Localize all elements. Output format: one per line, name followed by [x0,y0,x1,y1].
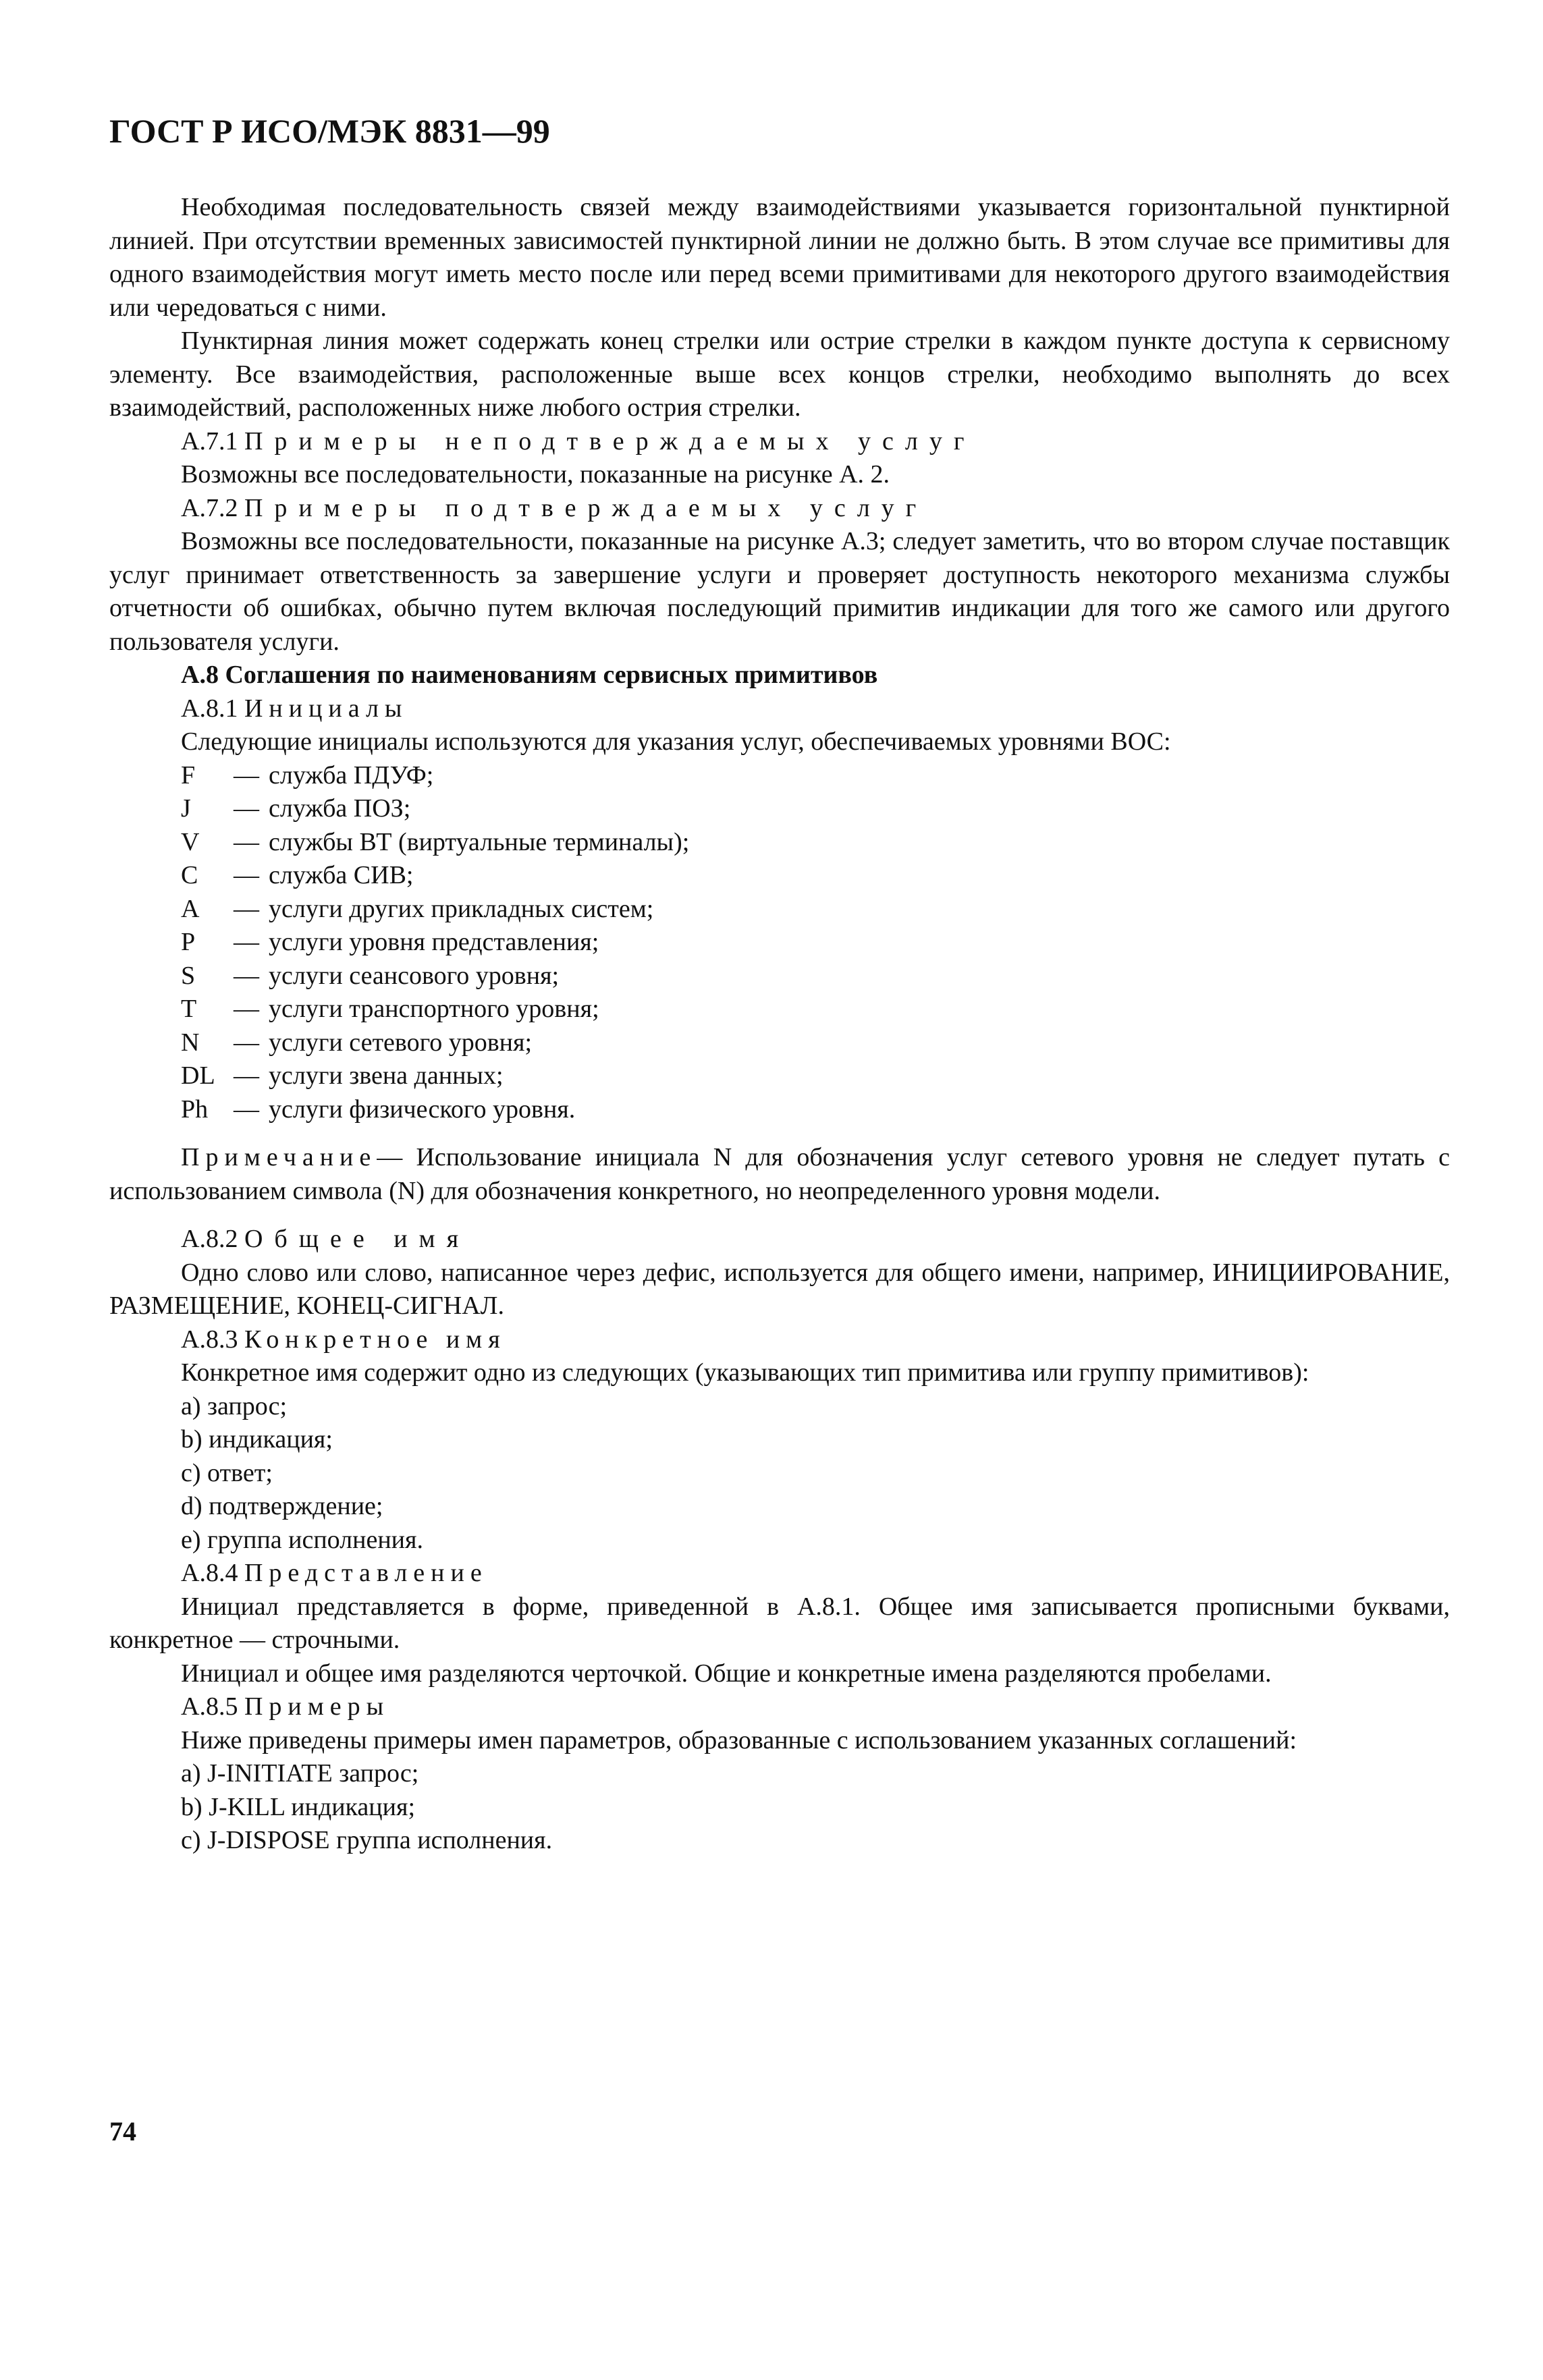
initial-key: V [181,827,200,856]
section-title: Конкретное имя [244,1325,506,1354]
section-number: А.8.4 [181,1559,238,1587]
section-a81-text: Следующие инициалы используются для указания услуг, обеспечиваемых уровнями ВОС: [181,727,1171,756]
initials-item [181,893,1450,926]
section-number: А.7.2 [181,493,238,522]
section-a8-heading [181,659,1450,692]
dash: — [234,894,259,923]
document-header: ГОСТ Р ИСО/МЭК 8831—99 [109,112,550,150]
initial-key: F [181,760,196,790]
list-item: d) подтверждение; [181,1492,383,1520]
initial-desc: службы ВТ (виртуальные терминалы); [269,827,690,856]
initial-key: N [181,1028,200,1057]
initial-key: А [181,894,200,923]
list-item: с) J-DISPOSE группа исполнения. [181,1826,553,1854]
initial-desc: услуги сетевого уровня; [269,1028,533,1057]
section-title: Инициалы [244,694,408,723]
section-a71-text: Возможны все последовательности, показанные на рисунке А. 2. [181,460,890,489]
list-item: е) группа исполнения. [181,1525,423,1554]
page-content [109,191,1450,1858]
initials-item [181,859,1450,893]
section-number: А.8.3 [181,1325,238,1354]
section-a84-text-1: Инициал представляется в форме, приведенной в А.8.1. Общее имя записывается прописными буквами, конкретное — строчными. [109,1592,1450,1654]
note-paragraph [109,1141,1450,1208]
initial-key: S [181,961,196,990]
initial-desc: услуги физического уровня. [269,1095,576,1124]
section-a81-heading [181,692,1450,726]
dash: — [234,794,259,823]
section-a82-text: Одно слово или слово, написанное через дефис, используется для общего имени, например, ИНИЦИИРОВАНИЕ, РАЗМЕЩЕНИЕ, КОНЕЦ-СИГНАЛ. [109,1258,1450,1320]
dash: — [234,961,259,990]
initial-key: J [181,794,191,823]
note-label: Примечание [181,1143,377,1171]
initials-item [181,792,1450,826]
dash: — [234,760,259,790]
section-a85-text: Ниже приведены примеры имен параметров, образованные с использованием указанных соглашений: [181,1725,1297,1754]
initials-item [181,1026,1450,1060]
section-a84-text-2: Инициал и общее имя разделяются черточкой. Общие и конкретные имена разделяются пробелами. [181,1659,1272,1688]
section-number: А.7.1 [181,426,238,455]
initials-item [181,926,1450,960]
initial-desc: услуги сеансового уровня; [269,961,560,990]
initial-key: Ph [181,1095,209,1124]
dash: — [234,827,259,856]
paragraph-dotted-line-sequence: Необходимая последовательность связей между взаимодействиями указывается горизонтальной пунктирной линией. При отсутствии временных зависимостей пунктирной линии не должно быть. В этом случае все примитивы для одного взаимодействия могут иметь место после или перед всеми примитивами для некоторого другого взаимодействия или чередоваться с ними. [109,193,1450,322]
section-a83-text: Конкретное имя содержит одно из следующих (указывающих тип примитива или группу примитивов): [181,1358,1309,1387]
initials-item [181,960,1450,993]
list-item: b) J-KILL индикация; [181,1792,416,1821]
initials-list [181,759,1450,1127]
initial-desc: услуги уровня представления; [269,928,599,956]
list-item: а) J-INITIATE запрос; [181,1759,419,1788]
initials-item [181,1059,1450,1093]
list-item: с) ответ; [181,1458,273,1487]
section-title: Представление [244,1559,488,1587]
initials-item [181,759,1450,793]
section-number: А.8.2 [181,1225,238,1253]
section-number: А.8 [181,661,219,689]
dash: — [234,1095,259,1124]
spacer [109,1208,1450,1223]
section-number: А.8.5 [181,1692,238,1721]
dash: — [234,928,259,956]
initials-item [181,1093,1450,1127]
section-title: Общее имя [244,1225,470,1253]
dash: — [234,995,259,1023]
initial-desc: служба ПДУФ; [269,760,434,790]
initial-desc: услуги звена данных; [269,1061,504,1090]
initial-key: DL [181,1061,215,1090]
paragraph-arrow-ends: Пунктирная линия может содержать конец стрелки или острие стрелки в каждом пункте доступа к сервисному элементу. Все взаимодействия, расположенные выше всех концов стрелки, необходимо выполнять до всех взаимодействий, расположенных ниже любого острия стрелки. [109,327,1450,422]
section-title: Примеры подтверждаемых услуг [244,493,928,522]
section-a85-heading [181,1690,1450,1724]
section-title: Соглашения по наименованиям сервисных примитивов [225,661,878,689]
section-a72-heading [181,492,1450,526]
section-title: Примеры [244,1692,390,1721]
section-a72-text: Возможны все последовательности, показанные на рисунке А.3; следует заметить, что во втором случае поставщик услуг принимает ответственность за завершение услуги и проверяет доступность некоторого механизма службы отчетности об ошибках, обычно путем включая последующий примитив индикации для того же самого или другого пользователя услуги. [109,527,1450,656]
section-a84-heading [181,1557,1450,1590]
list-item: а) запрос; [181,1391,288,1420]
section-number: А.8.1 [181,694,238,723]
dash: — [234,1028,259,1057]
initials-item [181,993,1450,1026]
initials-item [181,826,1450,860]
initial-key: Р [181,928,196,956]
initial-desc: услуги других прикладных систем; [269,894,654,923]
spacer [109,1126,1450,1141]
initial-key: С [181,861,198,889]
note-text: — Использование инициала N для обозначения услуг сетевого уровня не следует путать с использованием символа (N) для обозначения конкретного, но неопределенного уровня модели. [109,1143,1450,1205]
section-a83-heading [181,1323,1450,1357]
initial-desc: служба ПОЗ; [269,794,411,823]
section-a71-heading [181,425,1450,459]
initial-desc: служба СИВ; [269,861,414,889]
dash: — [234,1061,259,1090]
list-item: b) индикация; [181,1425,333,1454]
page-number: 74 [109,2116,136,2147]
initial-desc: услуги транспортного уровня; [269,995,599,1023]
section-title: Примеры неподтверждаемых услуг [244,426,976,455]
dash: — [234,861,259,889]
section-a82-heading [181,1223,1450,1256]
initial-key: Т [181,995,197,1023]
